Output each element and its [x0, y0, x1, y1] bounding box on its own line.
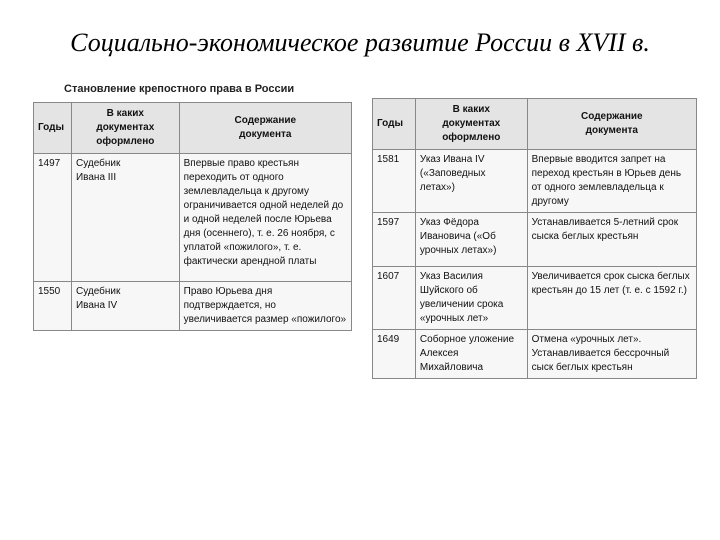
row-year: 1597 [373, 213, 416, 267]
row-year: 1607 [373, 267, 416, 330]
row-year: 1497 [34, 154, 72, 282]
table-row [34, 154, 352, 282]
header-content: Содержание документа [179, 103, 351, 154]
row-year: 1581 [373, 150, 416, 213]
table-caption: Становление крепостного права в России [64, 83, 295, 95]
serfdom-table-left [33, 102, 352, 331]
header-years: Годы [373, 99, 416, 150]
row-content: Увеличивается срок сыска беглых крестьян до 15 лет (т. е. с 1592 г.) [527, 267, 696, 330]
row-content: Устанавливается 5-летний срок сыска беглых крестьян [527, 213, 696, 267]
row-year: 1649 [373, 330, 416, 379]
row-document: Указ Василия Шуйского об увеличении срока «урочных лет» [415, 267, 527, 330]
header-content: Содержание документа [527, 99, 696, 150]
row-document: Судебник Ивана III [71, 154, 179, 282]
row-document: Судебник Ивана IV [71, 282, 179, 331]
row-content: Право Юрьева дня подтверждается, но увеличивается размер «пожилого» [179, 282, 351, 331]
table-row [373, 213, 697, 267]
row-content: Впервые вводится запрет на переход крестьян в Юрьев день от одного землевладельца к другому [527, 150, 696, 213]
table-row [373, 330, 697, 379]
header-documents: В каких документах оформлено [71, 103, 179, 154]
table-row [373, 150, 697, 213]
row-document: Соборное уложение Алексея Михайловича [415, 330, 527, 379]
header-years: Годы [34, 103, 72, 154]
row-content: Отмена «урочных лет». Устанавливается бессрочный сыск беглых крестьян [527, 330, 696, 379]
header-documents: В каких документах оформлено [415, 99, 527, 150]
table-header-row [34, 103, 352, 154]
row-year: 1550 [34, 282, 72, 331]
table-row [34, 282, 352, 331]
row-content: Впервые право крестьян переходить от одного землевладельца к другому ограничивается одной неделей до и одной неделей после Юрьева дня (осеннего), т. е. 26 ноября, с уплатой «пожилого», т. е. фактически арендной платы [179, 154, 351, 282]
table-header-row [373, 99, 697, 150]
slide-title: Социально-экономическое развитие России в XVII в. [70, 28, 650, 57]
serfdom-table-right [372, 98, 697, 379]
row-document: Указ Фёдора Ивановича («Об урочных летах») [415, 213, 527, 267]
row-document: Указ Ивана IV («Заповедных летах») [415, 150, 527, 213]
table-row [373, 267, 697, 330]
